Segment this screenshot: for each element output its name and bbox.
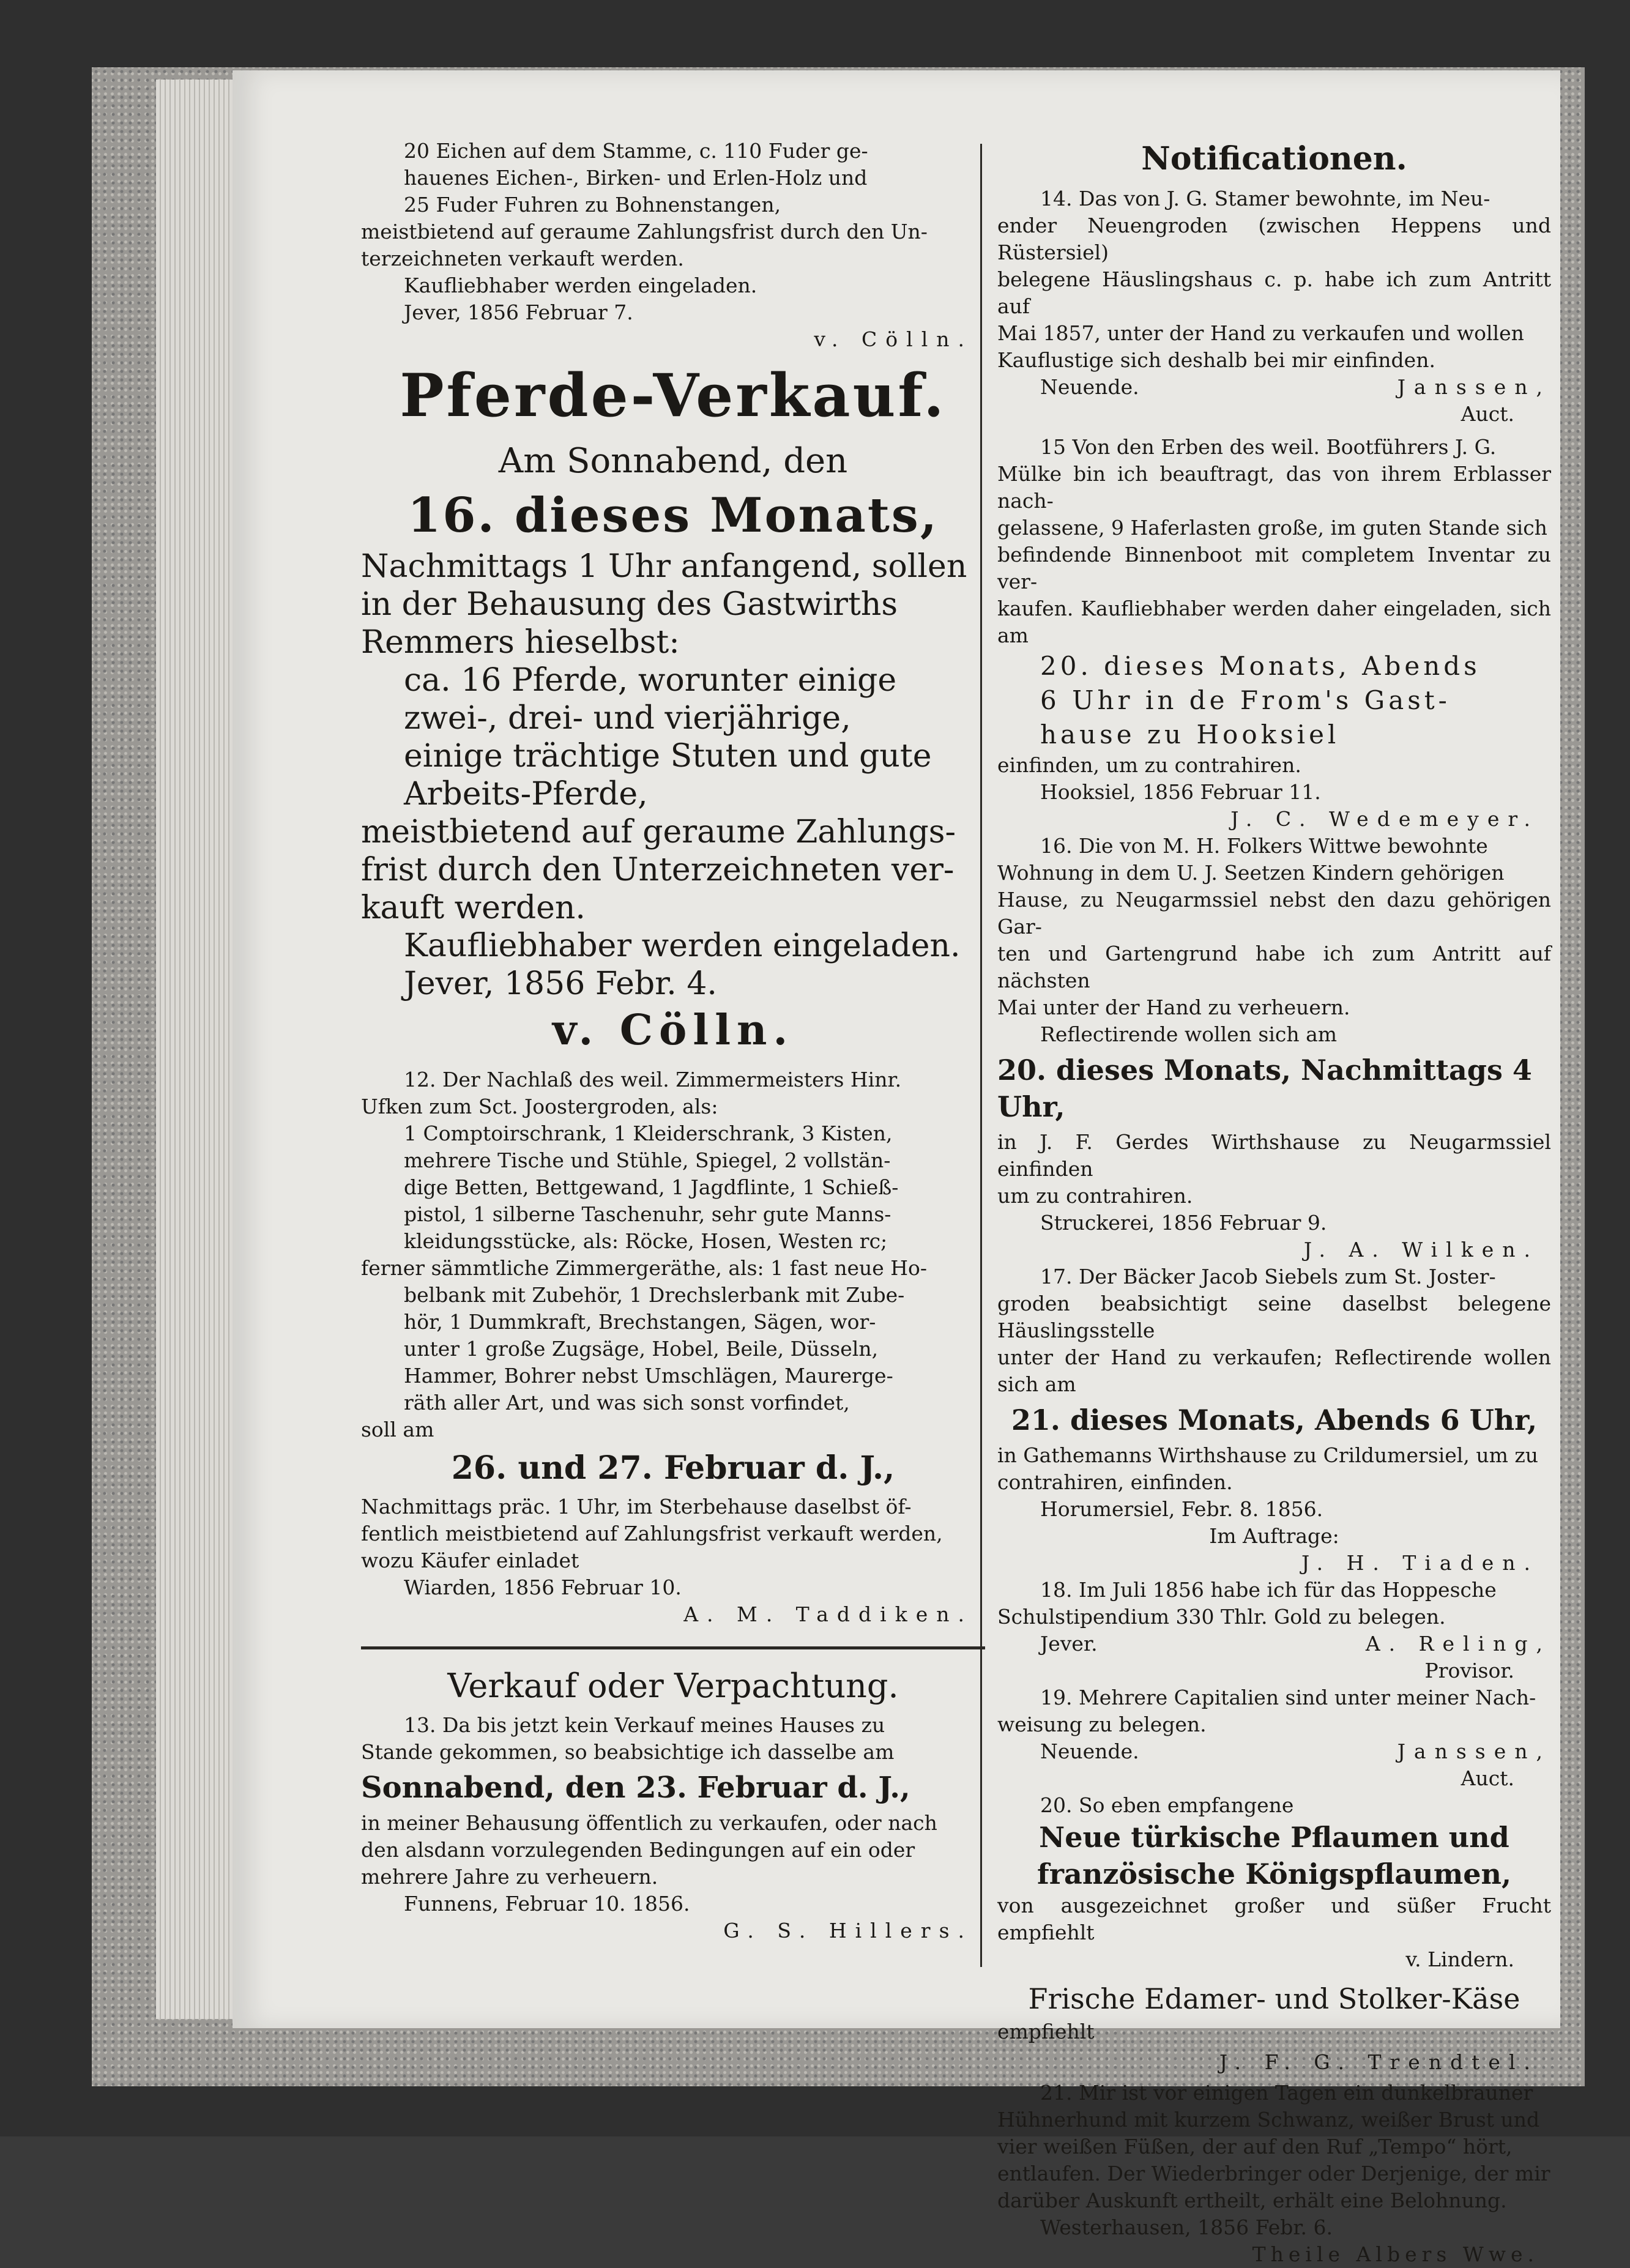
signature: J. F. G. Trendtel.: [1219, 2050, 1539, 2074]
text-line: Wiarden, 1856 Februar 10.: [404, 1575, 682, 1599]
text-line: contrahiren, einfinden.: [997, 1470, 1233, 1494]
text-line: 15 Von den Erben des weil. Bootführers J. G.: [1040, 435, 1497, 459]
ad-11: [361, 138, 985, 353]
text-line: meistbietend auf geraume Zahlungs-: [361, 814, 956, 850]
text-line: weisung zu belegen.: [997, 1712, 1207, 1736]
emphasis-line: 20. dieses Monats, Abends: [1040, 651, 1481, 681]
text-line: in meiner Behausung öffentlich zu verkaufen, oder nach: [361, 1811, 937, 1835]
text-line: 1 Comptoirschrank, 1 Kleiderschrank, 3 Kisten,: [404, 1121, 893, 1145]
text-line: Hühnerhund mit kurzem Schwanz, weißer Brust und: [997, 2108, 1540, 2132]
page-edges: [156, 80, 236, 2019]
ad-day: Am Sonnabend, den: [498, 441, 848, 481]
text-line: mehrere Tische und Stühle, Spiegel, 2 vollstän-: [404, 1148, 891, 1172]
text-line: wozu Käufer einladet: [361, 1549, 579, 1572]
text-line: ender Neuengroden (zwischen Heppens und Rüstersiel): [997, 214, 1551, 264]
text-line: unter der Hand zu verkaufen; Reflectirende wollen sich am: [997, 1345, 1551, 1396]
ad-date: 21. dieses Monats, Abends 6 Uhr,: [1011, 1404, 1538, 1437]
text-line: meistbietend auf geraume Zahlungsfrist durch den Un-: [361, 220, 928, 244]
signature: Janssen,: [1397, 1739, 1551, 1763]
text-line: Schulstipendium 330 Thlr. Gold zu belegen.: [997, 1605, 1446, 1629]
text-line: frist durch den Unterzeichneten ver-: [361, 852, 955, 888]
signature: Theile Albers Wwe.: [1252, 2242, 1539, 2266]
text-line: groden beabsichtigt seine daselbst belegene Häuslingsstelle: [997, 1292, 1551, 1342]
text-line: in J. F. Gerdes Wirthshause zu Neugarmssiel einfinden: [997, 1130, 1551, 1181]
ad-18: [997, 1577, 1551, 1684]
signature: v. Lindern.: [1405, 1947, 1514, 1971]
text-line: Im Auftrage:: [1209, 1524, 1339, 1548]
text-line: [997, 1738, 1551, 1765]
text-line: um zu contrahiren.: [997, 1184, 1193, 1208]
newspaper-page: [233, 70, 1560, 2266]
text-line: 13. Da bis jetzt kein Verkauf meines Hauses zu: [404, 1713, 885, 1737]
text-line: 18. Im Juli 1856 habe ich für das Hoppesche: [1040, 1578, 1497, 1602]
text-line: empfiehlt: [997, 2020, 1095, 2043]
text-line: Remmers hieselbst:: [361, 624, 680, 661]
text-line: soll am: [361, 1418, 434, 1441]
ad-headline: Verkauf oder Verpachtung.: [447, 1667, 899, 1705]
text-line: Jever, 1856 Febr. 4.: [404, 965, 717, 1002]
text-line: kleidungsstücke, als: Röcke, Hosen, Westen rc;: [404, 1229, 888, 1253]
text-line: räth aller Art, und was sich sonst vorfindet,: [404, 1391, 850, 1415]
signature: Janssen,: [1397, 375, 1551, 399]
text-line: fentlich meistbietend auf Zahlungsfrist verkauft werden,: [361, 1522, 943, 1545]
text-line: Westerhausen, 1856 Febr. 6.: [1040, 2215, 1333, 2239]
item-line: zwei-, drei- und vierjährige,: [404, 700, 851, 737]
text-line: Horumersiel, Febr. 8. 1856.: [1040, 1497, 1323, 1521]
text-line: Mai unter der Hand zu verheuern.: [997, 995, 1350, 1019]
ad-headline: Neue türkische Pflaumen und: [1039, 1821, 1509, 1854]
ad-20: [997, 1792, 1551, 2076]
role: Provisor.: [1424, 1659, 1514, 1682]
text-line: 21. Mir ist vor einigen Tagen ein dunkelbrauner: [1040, 2081, 1533, 2105]
role: Auct.: [1461, 1766, 1514, 1790]
text-line: Mülke bin ich beauftragt, das von ihrem Erblasser nach-: [997, 462, 1551, 513]
text-line: Struckerei, 1856 Februar 9.: [1040, 1211, 1327, 1235]
text-line: 19. Mehrere Capitalien sind unter meiner Nach-: [1040, 1686, 1536, 1709]
text-line: belbank mit Zubehör, 1 Drechslerbank mit Zube-: [404, 1283, 905, 1307]
signature: J. C. Wedemeyer.: [1230, 807, 1539, 831]
text-line: gelassene, 9 Haferlasten große, im guten Stande sich: [997, 516, 1547, 540]
text-line: Funnens, Februar 10. 1856.: [404, 1892, 690, 1916]
text-line: Kaufliebhaber werden eingeladen.: [404, 928, 961, 964]
text-line: in der Behausung des Gastwirths: [361, 586, 898, 623]
emphasis-line: hause zu Hooksiel: [1040, 719, 1340, 749]
text-line: Jever, 1856 Februar 7.: [404, 300, 633, 324]
text-line: hör, 1 Dummkraft, Brechstangen, Sägen, wor-: [404, 1310, 876, 1334]
section-rule: [361, 1646, 985, 1649]
ad-21: [997, 2080, 1551, 2268]
text-line: mehrere Jahre zu verheuern.: [361, 1865, 658, 1889]
ad-16: [997, 833, 1551, 1263]
role: Auct.: [1461, 402, 1514, 426]
text-line: von ausgezeichnet großer und süßer Frucht empfiehlt: [997, 1894, 1551, 1944]
text-line: ferner sämmtliche Zimmergeräthe, als: 1 fast neue Ho-: [361, 1256, 928, 1280]
ad-date: Sonnabend, den 23. Februar d. J.,: [361, 1771, 910, 1805]
signature: v. Cölln.: [552, 1006, 794, 1055]
text-line: Nachmittags präc. 1 Uhr, im Sterbehause daselbst öf-: [361, 1495, 912, 1519]
text-line: Wohnung in dem U. J. Seetzen Kindern gehörigen: [997, 861, 1505, 885]
text-line: [997, 374, 1551, 401]
emphasis-line: 6 Uhr in de From's Gast-: [1040, 685, 1451, 715]
place: Neuende.: [1040, 375, 1139, 399]
item-line: Arbeits-Pferde,: [404, 776, 648, 812]
signature: v. Cölln.: [814, 327, 973, 351]
ad-date: 20. dieses Monats, Nachmittags 4 Uhr,: [997, 1054, 1532, 1123]
ad-headline: französische Königspflaumen,: [1037, 1857, 1511, 1891]
text-line: befindende Binnenboot mit completem Inventar zu ver-: [997, 543, 1551, 593]
ad-headline: Frische Edamer- und Stolker-Käse: [1028, 1982, 1520, 2015]
text-line: ten und Gartengrund habe ich zum Antritt auf nächsten: [997, 942, 1551, 992]
text-line: dige Betten, Bettgewand, 1 Jagdflinte, 1 Schieß-: [404, 1175, 899, 1199]
ad-date: 16. dieses Monats,: [408, 488, 939, 543]
text-line: Hause, zu Neugarmssiel nebst den dazu gehörigen Gar-: [997, 888, 1551, 939]
text-line: 20 Eichen auf dem Stamme, c. 110 Fuder ge-: [404, 139, 868, 163]
ad-12: [361, 1066, 985, 1628]
place: Neuende.: [1040, 1739, 1139, 1763]
text-line: Hammer, Bohrer nebst Umschlägen, Maurerge-: [404, 1364, 893, 1388]
right-column: [997, 138, 1551, 2268]
signature: G. S. Hillers.: [723, 1919, 973, 1943]
text-line: 14. Das von J. G. Stamer bewohnte, im Neu-: [1040, 187, 1490, 210]
text-line: Stande gekommen, so beabsichtige ich dasselbe am: [361, 1740, 895, 1764]
text-line: Nachmittags 1 Uhr anfangend, sollen: [361, 548, 967, 585]
text-line: Hooksiel, 1856 Februar 11.: [1040, 780, 1321, 804]
text-line: pistol, 1 silberne Taschenuhr, sehr gute Manns-: [404, 1202, 891, 1226]
text-line: Mai 1857, unter der Hand zu verkaufen und wollen: [997, 321, 1524, 345]
text-line: entlaufen. Der Wiederbringer oder Derjenige, der mir: [997, 2162, 1550, 2185]
text-line: Kauflustige sich deshalb bei mir einfinden.: [997, 348, 1435, 372]
signature: A. M. Taddiken.: [683, 1602, 973, 1626]
text-line: den alsdann vorzulegenden Bedingungen auf ein oder: [361, 1838, 915, 1862]
ad-14: [997, 185, 1551, 428]
horse-sale-ad: [361, 359, 985, 1058]
text-line: in Gathemanns Wirthshause zu Crildumersiel, um zu: [997, 1443, 1538, 1467]
text-line: kauft werden.: [361, 890, 586, 926]
text-line: Ufken zum Sct. Joostergroden, als:: [361, 1095, 718, 1118]
item-line: einige trächtige Stuten und gute: [404, 738, 932, 775]
text-line: [997, 1630, 1551, 1657]
text-line: einfinden, um zu contrahiren.: [997, 753, 1301, 777]
text-line: Kaufliebhaber werden eingeladen.: [404, 273, 757, 297]
text-line: kaufen. Kaufliebhaber werden daher eingeladen, sich am: [997, 597, 1551, 647]
ad-13: [361, 1664, 985, 1944]
text-line: Reflectirende wollen sich am: [1040, 1022, 1338, 1046]
text-line: belegene Häuslingshaus c. p. habe ich zum Antritt auf: [997, 267, 1551, 318]
item-line: ca. 16 Pferde, worunter einige: [404, 662, 897, 699]
text-line: 17. Der Bäcker Jacob Siebels zum St. Joster-: [1040, 1265, 1496, 1288]
text-line: 20. So eben empfangene: [1040, 1793, 1294, 1817]
text-line: unter 1 große Zugsäge, Hobel, Beile, Düsseln,: [404, 1337, 879, 1361]
section-title: Notificationen.: [1141, 140, 1407, 177]
place: Jever.: [1040, 1632, 1098, 1656]
ad-19: [997, 1684, 1551, 1792]
ad-17: [997, 1263, 1551, 1577]
signature: A. Reling,: [1365, 1632, 1551, 1656]
text-line: hauenes Eichen-, Birken- und Erlen-Holz und: [404, 166, 868, 190]
text-line: 25 Fuder Fuhren zu Bohnenstangen,: [404, 193, 781, 217]
ad-15: [997, 434, 1551, 833]
ad-date: 26. und 27. Februar d. J.,: [451, 1449, 895, 1487]
text-line: 16. Die von M. H. Folkers Wittwe bewohnte: [1040, 834, 1488, 858]
ad-headline: Pferde-Verkauf.: [400, 361, 947, 430]
text-line: terzeichneten verkauft werden.: [361, 247, 684, 270]
text-line: vier weißen Füßen, der auf den Ruf „Tempo“ hört,: [997, 2135, 1513, 2158]
signature: J. H. Tiaden.: [1301, 1551, 1539, 1575]
signature: J. A. Wilken.: [1303, 1238, 1539, 1262]
text-line: 12. Der Nachlaß des weil. Zimmermeisters Hinr.: [404, 1068, 902, 1091]
text-line: darüber Auskunft ertheilt, erhält eine Belohnung.: [997, 2188, 1507, 2212]
left-column: [361, 138, 985, 1944]
